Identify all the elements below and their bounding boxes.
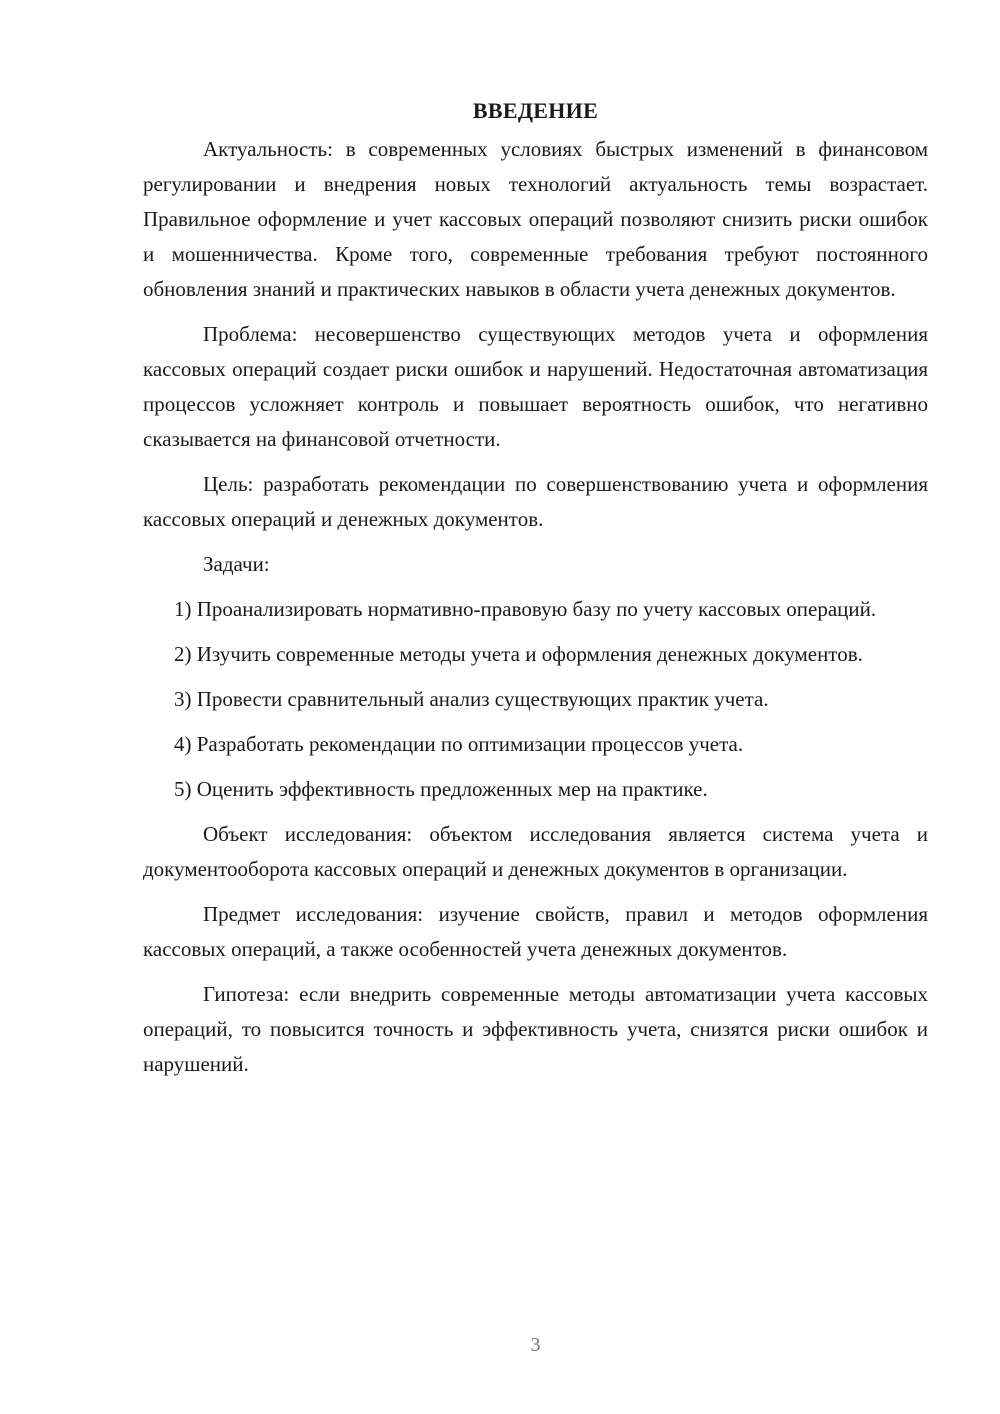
problem-paragraph: Проблема: несовершенство существующих методов учета и оформления кассовых операций создает риски ошибок и нарушений. Недостаточная автоматизация процессов усложняет контроль и повышает вероятность ошибок, что негативно сказывается на финансовой отчетности. <box>143 322 928 451</box>
subject-paragraph: Предмет исследования: изучение свойств, правил и методов оформления кассовых операций, а также особенностей учета денежных документов. <box>143 902 928 961</box>
goal-paragraph: Цель: разработать рекомендации по совершенствованию учета и оформления кассовых операций и денежных документов. <box>143 472 928 531</box>
tasks-heading: Задачи: <box>203 552 270 576</box>
list-item: 5) Оценить эффективность предложенных мер на практике. <box>174 777 708 801</box>
object-paragraph: Объект исследования: объектом исследования является система учета и документооборота кассовых операций и денежных документов в организации. <box>143 822 928 881</box>
list-item: 3) Провести сравнительный анализ существующих практик учета. <box>174 687 769 711</box>
page-number: 3 <box>530 1334 541 1356</box>
relevance-paragraph: Актуальность: в современных условиях быстрых изменений в финансовом регулировании и внедрения новых технологий актуальность темы возрастает. Правильное оформление и учет кассовых операций позволяют снизить риски ошибок и мошенничества. Кроме того, современные требования требуют постоянного обновления знаний и практических навыков в области учета денежных документов. <box>143 137 928 301</box>
list-item: 2) Изучить современные методы учета и оформления денежных документов. <box>174 642 863 666</box>
hypothesis-paragraph: Гипотеза: если внедрить современные методы автоматизации учета кассовых операций, то повысится точность и эффективность учета, снизятся риски ошибок и нарушений. <box>143 982 928 1076</box>
list-item: 1) Проанализировать нормативно-правовую базу по учету кассовых операций. <box>174 597 877 621</box>
section-title: ВВЕДЕНИЕ <box>472 98 599 123</box>
document-page <box>143 96 928 1092</box>
tasks-list <box>143 592 928 807</box>
list-item: 4) Разработать рекомендации по оптимизации процессов учета. <box>174 732 744 756</box>
